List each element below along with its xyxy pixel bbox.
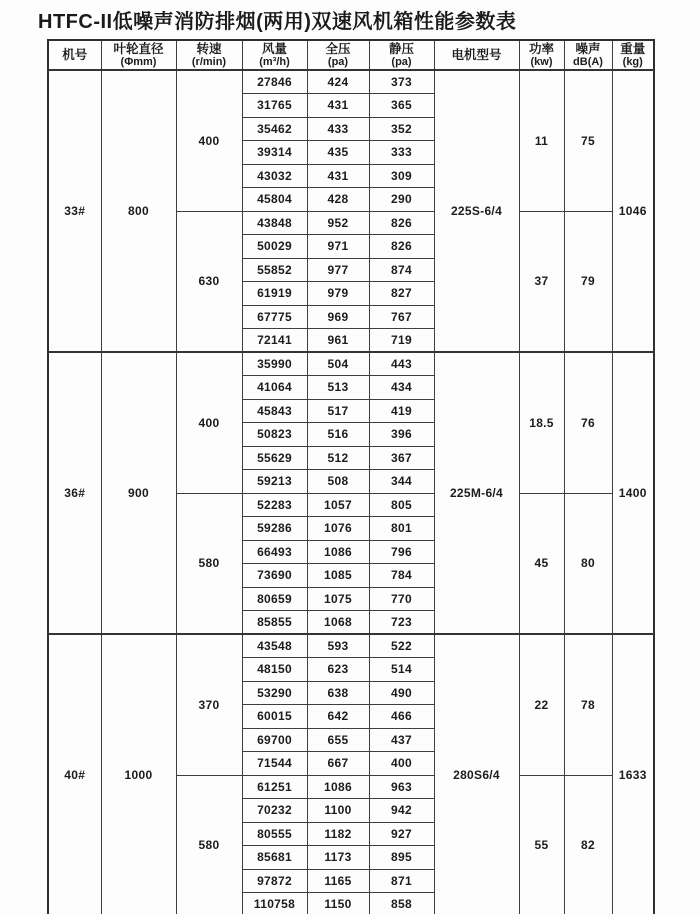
total-pressure-cell: 504 — [307, 352, 369, 376]
static-pressure-cell: 796 — [369, 540, 434, 564]
col-header-motor-model — [434, 40, 519, 70]
col-header-label: 叶轮直径 — [113, 41, 164, 56]
total-pressure-cell: 638 — [307, 681, 369, 705]
col-header-weight — [612, 40, 654, 70]
impeller-diameter-cell: 1000 — [101, 634, 176, 914]
static-pressure-cell: 290 — [369, 188, 434, 212]
air-flow-cell: 73690 — [242, 564, 307, 588]
air-flow-cell: 72141 — [242, 329, 307, 353]
page-title: HTFC-II低噪声消防排烟(两用)双速风机箱性能参数表 — [38, 11, 517, 33]
air-flow-cell: 50029 — [242, 235, 307, 259]
col-header-impeller-diameter — [101, 40, 176, 70]
total-pressure-cell: 433 — [307, 117, 369, 141]
col-header-power — [519, 40, 564, 70]
weight-cell: 1400 — [612, 352, 654, 634]
speed-cell: 400 — [176, 70, 242, 211]
static-pressure-cell: 767 — [369, 305, 434, 329]
air-flow-cell: 35990 — [242, 352, 307, 376]
air-flow-cell: 110758 — [242, 893, 307, 914]
col-header-unit: (m³/h) — [259, 55, 290, 68]
air-flow-cell: 69700 — [242, 728, 307, 752]
static-pressure-cell: 396 — [369, 423, 434, 447]
static-pressure-cell: 400 — [369, 752, 434, 776]
static-pressure-cell: 826 — [369, 211, 434, 235]
total-pressure-cell: 1057 — [307, 493, 369, 517]
noise-cell: 78 — [564, 634, 612, 775]
air-flow-cell: 55852 — [242, 258, 307, 282]
total-pressure-cell: 667 — [307, 752, 369, 776]
total-pressure-cell: 508 — [307, 470, 369, 494]
table-row — [48, 352, 654, 376]
total-pressure-cell: 1068 — [307, 611, 369, 635]
air-flow-cell: 43032 — [242, 164, 307, 188]
air-flow-cell: 53290 — [242, 681, 307, 705]
static-pressure-cell: 522 — [369, 634, 434, 658]
total-pressure-cell: 512 — [307, 446, 369, 470]
air-flow-cell: 67775 — [242, 305, 307, 329]
speed-cell: 370 — [176, 634, 242, 775]
air-flow-cell: 85681 — [242, 846, 307, 870]
total-pressure-cell: 435 — [307, 141, 369, 165]
total-pressure-cell: 1086 — [307, 775, 369, 799]
speed-cell: 400 — [176, 352, 242, 493]
air-flow-cell: 35462 — [242, 117, 307, 141]
total-pressure-cell: 516 — [307, 423, 369, 447]
machine-no-cell: 33# — [48, 70, 101, 352]
air-flow-cell: 61919 — [242, 282, 307, 306]
fan-performance-table — [47, 39, 655, 914]
static-pressure-cell: 309 — [369, 164, 434, 188]
col-header-label: 功率 — [528, 41, 554, 56]
air-flow-cell: 52283 — [242, 493, 307, 517]
total-pressure-cell: 431 — [307, 94, 369, 118]
total-pressure-cell: 513 — [307, 376, 369, 400]
total-pressure-cell: 623 — [307, 658, 369, 682]
static-pressure-cell: 373 — [369, 70, 434, 94]
speed-cell: 630 — [176, 211, 242, 352]
col-header-label: 噪声 — [575, 41, 601, 56]
total-pressure-cell: 971 — [307, 235, 369, 259]
table-body — [48, 70, 654, 914]
total-pressure-cell: 1085 — [307, 564, 369, 588]
col-header-label: 风量 — [261, 41, 287, 56]
col-header-unit: (pa) — [327, 55, 349, 68]
weight-cell: 1046 — [612, 70, 654, 352]
air-flow-cell: 97872 — [242, 869, 307, 893]
power-cell: 18.5 — [519, 352, 564, 493]
air-flow-cell: 31765 — [242, 94, 307, 118]
col-header-label: 静压 — [388, 41, 414, 56]
static-pressure-cell: 942 — [369, 799, 434, 823]
col-header-unit: (r/min) — [191, 55, 227, 68]
total-pressure-cell: 977 — [307, 258, 369, 282]
static-pressure-cell: 490 — [369, 681, 434, 705]
static-pressure-cell: 784 — [369, 564, 434, 588]
impeller-diameter-cell: 900 — [101, 352, 176, 634]
col-header-total-pressure — [307, 40, 369, 70]
static-pressure-cell: 963 — [369, 775, 434, 799]
static-pressure-cell: 895 — [369, 846, 434, 870]
static-pressure-cell: 352 — [369, 117, 434, 141]
air-flow-cell: 48150 — [242, 658, 307, 682]
total-pressure-cell: 952 — [307, 211, 369, 235]
static-pressure-cell: 827 — [369, 282, 434, 306]
static-pressure-cell: 723 — [369, 611, 434, 635]
col-header-machine-no — [48, 40, 101, 70]
col-header-speed — [176, 40, 242, 70]
total-pressure-cell: 1100 — [307, 799, 369, 823]
total-pressure-cell: 1165 — [307, 869, 369, 893]
air-flow-cell: 45843 — [242, 399, 307, 423]
air-flow-cell: 80555 — [242, 822, 307, 846]
static-pressure-cell: 770 — [369, 587, 434, 611]
static-pressure-cell: 437 — [369, 728, 434, 752]
air-flow-cell: 45804 — [242, 188, 307, 212]
motor-model-cell: 225M-6/4 — [434, 352, 519, 634]
air-flow-cell: 60015 — [242, 705, 307, 729]
static-pressure-cell: 858 — [369, 893, 434, 914]
air-flow-cell: 27846 — [242, 70, 307, 94]
static-pressure-cell: 871 — [369, 869, 434, 893]
static-pressure-cell: 365 — [369, 94, 434, 118]
col-header-label: 转速 — [196, 41, 222, 56]
noise-cell: 75 — [564, 70, 612, 211]
noise-cell: 79 — [564, 211, 612, 352]
total-pressure-cell: 1150 — [307, 893, 369, 914]
static-pressure-cell: 874 — [369, 258, 434, 282]
air-flow-cell: 71544 — [242, 752, 307, 776]
col-header-air-flow — [242, 40, 307, 70]
table-row — [48, 70, 654, 94]
col-header-label: 全压 — [325, 41, 351, 56]
air-flow-cell: 43848 — [242, 211, 307, 235]
motor-model-cell: 225S-6/4 — [434, 70, 519, 352]
col-header-static-pressure — [369, 40, 434, 70]
static-pressure-cell: 466 — [369, 705, 434, 729]
air-flow-cell: 66493 — [242, 540, 307, 564]
noise-cell: 82 — [564, 775, 612, 914]
impeller-diameter-cell: 800 — [101, 70, 176, 352]
table-header — [48, 40, 654, 70]
total-pressure-cell: 1076 — [307, 517, 369, 541]
speed-cell: 580 — [176, 775, 242, 914]
air-flow-cell: 61251 — [242, 775, 307, 799]
total-pressure-cell: 642 — [307, 705, 369, 729]
total-pressure-cell: 517 — [307, 399, 369, 423]
air-flow-cell: 70232 — [242, 799, 307, 823]
total-pressure-cell: 424 — [307, 70, 369, 94]
total-pressure-cell: 1173 — [307, 846, 369, 870]
static-pressure-cell: 434 — [369, 376, 434, 400]
air-flow-cell: 50823 — [242, 423, 307, 447]
machine-no-cell: 36# — [48, 352, 101, 634]
static-pressure-cell: 443 — [369, 352, 434, 376]
static-pressure-cell: 367 — [369, 446, 434, 470]
total-pressure-cell: 431 — [307, 164, 369, 188]
static-pressure-cell: 801 — [369, 517, 434, 541]
power-cell: 55 — [519, 775, 564, 914]
total-pressure-cell: 979 — [307, 282, 369, 306]
power-cell: 37 — [519, 211, 564, 352]
static-pressure-cell: 927 — [369, 822, 434, 846]
static-pressure-cell: 805 — [369, 493, 434, 517]
col-header-label: 电机型号 — [451, 48, 502, 62]
total-pressure-cell: 1182 — [307, 822, 369, 846]
machine-no-cell: 40# — [48, 634, 101, 914]
power-cell: 22 — [519, 634, 564, 775]
total-pressure-cell: 1086 — [307, 540, 369, 564]
total-pressure-cell: 428 — [307, 188, 369, 212]
col-header-noise — [564, 40, 612, 70]
col-header-unit: (kw) — [530, 55, 553, 68]
col-header-unit: (kg) — [622, 55, 643, 68]
air-flow-cell: 43548 — [242, 634, 307, 658]
static-pressure-cell: 333 — [369, 141, 434, 165]
col-header-label: 机号 — [62, 48, 88, 62]
col-header-unit: (pa) — [391, 55, 412, 68]
air-flow-cell: 80659 — [242, 587, 307, 611]
power-cell: 45 — [519, 493, 564, 634]
total-pressure-cell: 1075 — [307, 587, 369, 611]
static-pressure-cell: 419 — [369, 399, 434, 423]
motor-model-cell: 280S6/4 — [434, 634, 519, 914]
air-flow-cell: 39314 — [242, 141, 307, 165]
col-header-unit: (Φmm) — [120, 55, 157, 68]
table-row — [48, 634, 654, 658]
air-flow-cell: 85855 — [242, 611, 307, 635]
air-flow-cell: 55629 — [242, 446, 307, 470]
air-flow-cell: 59286 — [242, 517, 307, 541]
noise-cell: 76 — [564, 352, 612, 493]
static-pressure-cell: 344 — [369, 470, 434, 494]
total-pressure-cell: 961 — [307, 329, 369, 353]
static-pressure-cell: 826 — [369, 235, 434, 259]
weight-cell: 1633 — [612, 634, 654, 914]
col-header-label: 重量 — [620, 41, 646, 56]
noise-cell: 80 — [564, 493, 612, 634]
static-pressure-cell: 514 — [369, 658, 434, 682]
header-row — [48, 40, 654, 70]
col-header-unit: dB(A) — [573, 55, 603, 68]
air-flow-cell: 59213 — [242, 470, 307, 494]
total-pressure-cell: 655 — [307, 728, 369, 752]
total-pressure-cell: 969 — [307, 305, 369, 329]
total-pressure-cell: 593 — [307, 634, 369, 658]
power-cell: 11 — [519, 70, 564, 211]
speed-cell: 580 — [176, 493, 242, 634]
static-pressure-cell: 719 — [369, 329, 434, 353]
air-flow-cell: 41064 — [242, 376, 307, 400]
